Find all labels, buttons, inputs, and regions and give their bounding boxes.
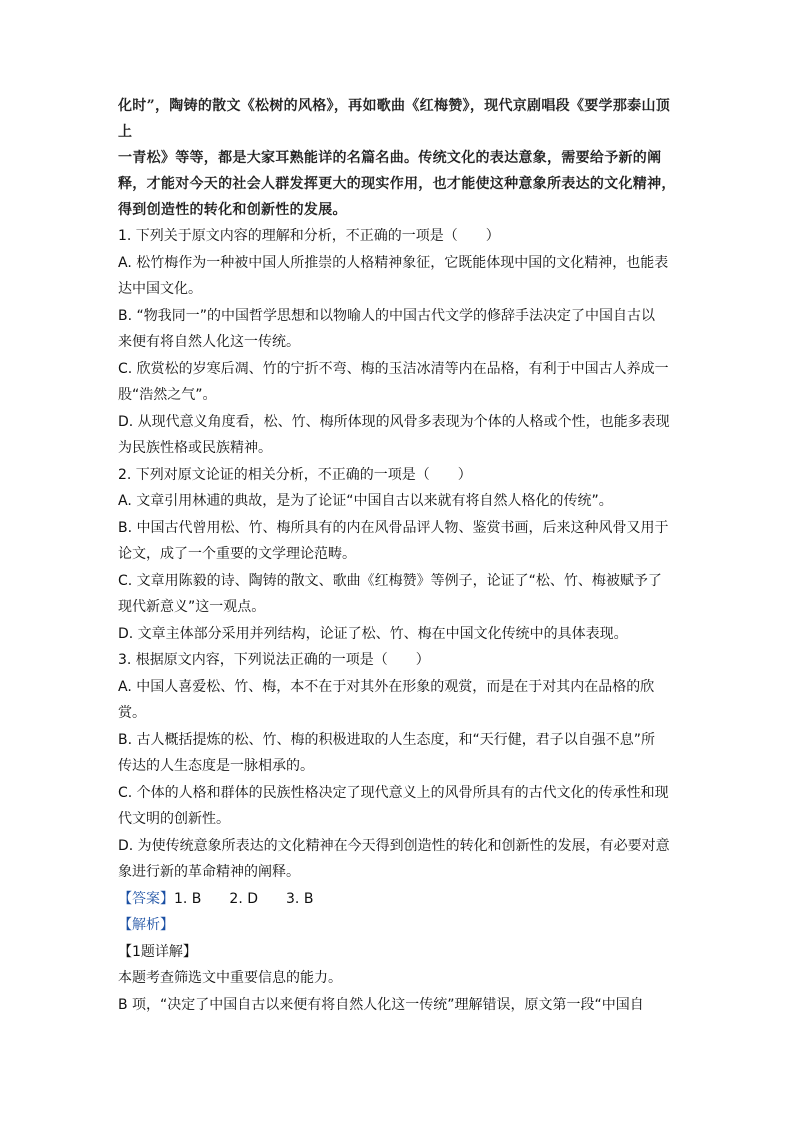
option-line: 现代新意义”这一观点。 [118, 599, 266, 615]
option-line: C. 个体的人格和群体的民族性格决定了现代意义上的风骨所具有的古代文化的传承性和现 [118, 784, 669, 801]
option-line: A. 文章引用林逋的典故，是为了论证“中国自古以来就有将自然人格化的传统”。 [118, 493, 613, 509]
option-line: 赏。 [118, 705, 146, 721]
answer-label: 【答案】 [118, 890, 174, 907]
option-c [118, 568, 678, 621]
answer-item: 1. B [174, 890, 202, 907]
option-a [118, 674, 678, 727]
option-c [118, 356, 678, 409]
answer-item: 2. D [229, 890, 259, 907]
option-line: 为民族性格或民族精神。 [118, 440, 272, 456]
option-line: B. 古人概括提炼的松、竹、梅的积极进取的人生态度，和“天行健，君子以自强不息”所 [118, 731, 656, 748]
option-c [118, 780, 678, 833]
detail-line: B 项，“决定了中国自古以来便有将自然人化这一传统”理解错误，原文第一段“中国自 [118, 996, 644, 1013]
option-line: 达中国文化。 [118, 281, 202, 297]
passage-line: 释，才能对今天的社会人群发挥更大的现实作用，也才能使这种意象所表达的文化精神， [118, 176, 676, 192]
option-a [118, 250, 678, 303]
passage-line: 化时”，陶铸的散文《松树的风格》，再如歌曲《红梅赞》，现代京剧唱段《要学那泰山顶上 [118, 98, 671, 140]
question-2 [118, 462, 678, 648]
option-b [118, 727, 678, 780]
option-d [118, 621, 678, 648]
option-b [118, 303, 678, 356]
option-line: A. 中国人喜爱松、竹、梅，本不在于对其外在形象的观赏，而是在于对其内在品格的欣 [118, 678, 655, 695]
passage-excerpt [118, 93, 678, 223]
answer-item: 3. B [286, 890, 314, 907]
question-stem: 3. 根据原文内容，下列说法正确的一项是（ ） [118, 652, 430, 668]
option-line: 论文，成了一个重要的文学理论范畴。 [118, 546, 356, 562]
option-line: D. 文章主体部分采用并列结构，论证了松、竹、梅在中国文化传统中的具体表现。 [118, 625, 628, 642]
question-stem: 2. 下列对原文论证的相关分析，不正确的一项是（ ） [118, 466, 472, 483]
passage-line: 得到创造性的转化和创新性的发展。 [118, 202, 347, 218]
option-line: 象进行新的革命精神的阐释。 [118, 864, 300, 880]
option-line: A. 松竹梅作为一种被中国人所推崇的人格精神象征，它既能体现中国的文化精神，也能表 [118, 254, 669, 271]
option-line: B. “物我同一”的中国哲学思想和以物喻人的中国古代文学的修辞手法决定了中国自古以 [118, 307, 656, 324]
detail-label: 【1题详解】 [118, 943, 197, 960]
passage-line: 一青松》等等，都是大家耳熟能详的名篇名曲。传统文化的表达意象，需要给予新的阐 [118, 150, 662, 166]
question-3 [118, 647, 678, 886]
option-line: 股“浩然之气”。 [118, 387, 217, 403]
option-line: C. 欣赏松的岁寒后凋、竹的宁折不弯、梅的玉洁冰清等内在品格，有利于中国古人养成一 [118, 360, 669, 377]
option-line: C. 文章用陈毅的诗、陶铸的散文、歌曲《红梅赞》等例子，论证了“松、竹、梅被赋予了 [118, 572, 662, 589]
option-line: D. 从现代意义角度看，松、竹、梅所体现的风骨多表现为个体的人格或个性，也能多表现 [118, 413, 670, 430]
analysis-label: 【解析】 [118, 917, 174, 933]
option-d [118, 833, 678, 886]
content-area [118, 93, 678, 1018]
answer-line [118, 886, 678, 913]
detail-line: 本题考查筛选文中重要信息的能力。 [118, 970, 342, 986]
option-d [118, 409, 678, 462]
option-b [118, 515, 678, 568]
option-line: B. 中国古代曾用松、竹、梅所具有的内在风骨品评人物、鉴赏书画，后来这种风骨又用于 [118, 519, 669, 536]
option-line: 传达的人生态度是一脉相承的。 [118, 758, 314, 774]
option-a [118, 488, 678, 515]
question-stem: 1. 下列关于原文内容的理解和分析，不正确的一项是（ ） [118, 228, 500, 244]
option-line: 代文明的创新性。 [118, 811, 230, 827]
option-line: D. 为使传统意象所表达的文化精神在今天得到创造性的转化和创新性的发展，有必要对意 [118, 837, 670, 854]
question-1 [118, 223, 678, 462]
option-line: 来便有将自然人化这一传统。 [118, 334, 300, 350]
